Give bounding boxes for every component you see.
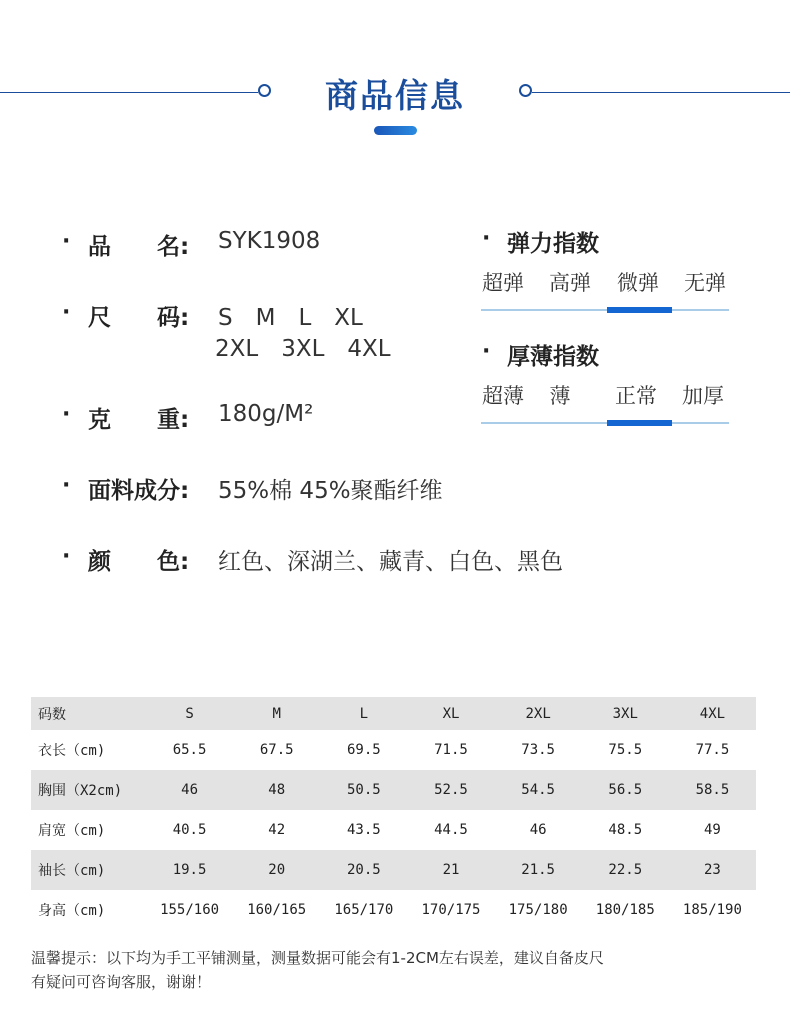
table-header-row: [31, 697, 756, 730]
spec-value-weight: 180g/M²: [218, 401, 314, 427]
table-row: [31, 850, 756, 890]
bullet: ·: [62, 473, 71, 498]
table-row-header: 肩宽（cm): [38, 823, 106, 839]
table-row-header: 胸围（X2cm): [31, 770, 146, 810]
table-cell: 54.5: [495, 770, 582, 810]
table-header-cell: 3XL: [582, 697, 669, 730]
table-row: [31, 770, 756, 810]
table-cell: 58.5: [669, 770, 756, 810]
table-cell: 67.5: [259, 742, 294, 758]
table-cell: 20: [233, 850, 320, 890]
table-header-cell: S: [146, 697, 233, 730]
table-cell: 21.5: [495, 850, 582, 890]
table-cell: 73.5: [521, 742, 555, 758]
table-cell: 20.5: [320, 850, 407, 890]
table-header-cell: XL: [407, 697, 494, 730]
elasticity-option-selected: 微弹: [617, 271, 659, 295]
elasticity-selected-marker: [607, 307, 672, 313]
spec-label-color: 颜 色:: [88, 549, 190, 575]
table-header-cell: 码数: [31, 697, 146, 730]
bullet: ·: [482, 226, 491, 251]
thickness-option: 加厚: [682, 384, 724, 408]
thickness-option-selected: 正常: [615, 384, 657, 408]
title-underline-bar: [374, 126, 417, 135]
thickness-selected-marker: [607, 420, 672, 426]
header-line-right: [532, 92, 790, 93]
table-cell: 23: [669, 850, 756, 890]
table-cell: 165/170: [334, 902, 394, 918]
table-cell: 75.5: [608, 742, 643, 758]
elasticity-option: 无弹: [684, 271, 726, 295]
thickness-option: 超薄: [482, 384, 524, 408]
table-cell: 22.5: [582, 850, 669, 890]
table-cell: 65.5: [172, 742, 207, 758]
spec-value-color: 红色、深湖兰、藏青、白色、黑色: [218, 549, 563, 575]
spec-label-name: 品 名:: [88, 234, 190, 260]
elasticity-title: 弹力指数: [507, 231, 599, 257]
spec-value-size-line1: S M L XL: [218, 305, 363, 331]
table-cell: 185/190: [682, 902, 742, 918]
spec-value-size-line2: 2XL 3XL 4XL: [215, 336, 391, 362]
table-cell: 42: [268, 822, 286, 838]
bullet: ·: [62, 402, 71, 427]
spec-value-fabric: 55%棉 45%聚酯纤维: [218, 478, 443, 504]
table-cell: 44.5: [434, 822, 468, 838]
table-row-header: 袖长（cm): [31, 850, 146, 890]
table-cell: 175/180: [508, 902, 568, 918]
table-cell: 69.5: [346, 742, 381, 758]
thickness-option: 薄: [549, 384, 571, 408]
spec-label-size: 尺 码:: [88, 305, 190, 331]
table-row: [31, 810, 756, 850]
table-cell: 155/160: [160, 902, 220, 918]
table-cell: 71.5: [434, 742, 468, 758]
table-cell: 170/175: [421, 902, 481, 918]
table-row: [31, 890, 756, 930]
spec-label-weight: 克 重:: [88, 407, 190, 433]
table-cell: 48: [233, 770, 320, 810]
header-circle-right: [519, 84, 532, 97]
table-row-header: 身高（cm): [38, 903, 106, 919]
thickness-title: 厚薄指数: [507, 344, 599, 370]
elasticity-track: [481, 309, 729, 311]
spec-label-fabric: 面料成分:: [88, 478, 190, 504]
table-cell: 40.5: [172, 822, 207, 838]
measurement-note-line1: 温馨提示：以下均为手工平铺测量，测量数据可能会有1-2CM左右误差，建议自备皮尺: [31, 949, 604, 967]
bullet: ·: [62, 544, 71, 569]
table-cell: 50.5: [320, 770, 407, 810]
table-cell: 77.5: [695, 742, 730, 758]
table-cell: 43.5: [346, 822, 381, 838]
elasticity-option: 高弹: [549, 271, 591, 295]
table-cell: 49: [703, 822, 721, 838]
spec-value-name: SYK1908: [218, 228, 321, 254]
table-cell: 52.5: [407, 770, 494, 810]
table-cell: 19.5: [146, 850, 233, 890]
table-row: [31, 730, 756, 770]
table-cell: 56.5: [582, 770, 669, 810]
table-header-cell: 2XL: [495, 697, 582, 730]
thickness-track: [481, 422, 729, 424]
table-cell: 46: [146, 770, 233, 810]
table-header-cell: L: [320, 697, 407, 730]
table-row-header: 衣长（cm): [38, 743, 106, 759]
bullet: ·: [62, 229, 71, 254]
measurement-note-line2: 有疑问可咨询客服，谢谢！: [31, 973, 212, 991]
bullet: ·: [482, 339, 491, 364]
table-cell: 180/185: [595, 902, 655, 918]
elasticity-option: 超弹: [482, 271, 524, 295]
table-header-cell: M: [233, 697, 320, 730]
table-cell: 46: [529, 822, 547, 838]
size-table: [31, 697, 756, 930]
bullet: ·: [62, 300, 71, 325]
table-header-cell: 4XL: [669, 697, 756, 730]
table-cell: 48.5: [608, 822, 643, 838]
page-title: 商品信息: [325, 76, 465, 115]
table-cell: 160/165: [247, 902, 307, 918]
table-cell: 21: [407, 850, 494, 890]
